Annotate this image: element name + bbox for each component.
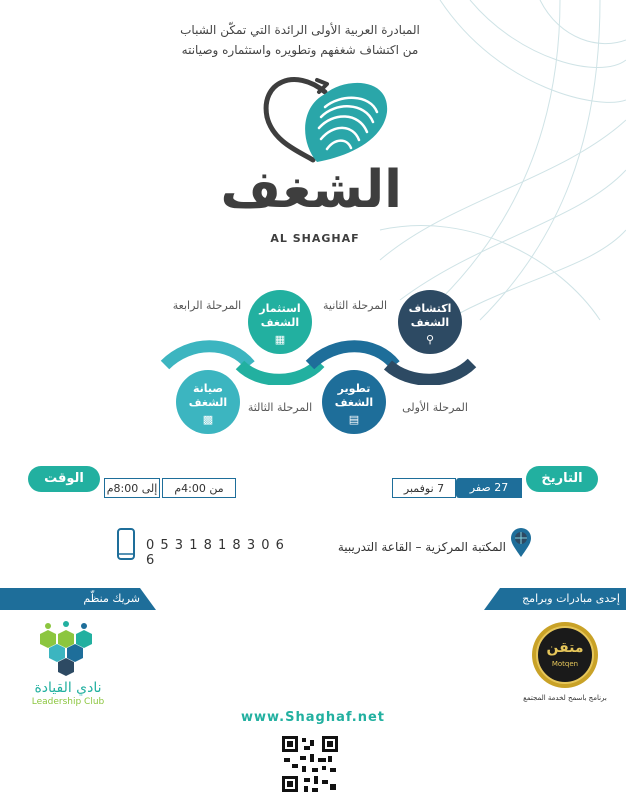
stage-1-title: اكتشاف الشغف <box>408 302 452 329</box>
city-icon: ▦ <box>274 333 286 346</box>
stage-3-title: استثمار الشغف <box>259 302 301 329</box>
qr-code <box>282 736 338 792</box>
time-from: من 4:00م <box>162 478 236 498</box>
stage-1-label: المرحلة الأولى <box>402 401 468 414</box>
stage-4-circle <box>176 370 240 434</box>
website-link[interactable]: www.Shaghaf.net <box>240 710 386 725</box>
tagline-line-1: المبادرة العربية الأولى الرائدة التي تمكّن الشباب <box>180 23 420 37</box>
organizer-name-arabic: نادي القيادة <box>34 680 102 696</box>
date-hijri: 27 صفر <box>456 478 522 498</box>
brand-name-arabic: الشغف <box>220 160 402 220</box>
date-label-pill: التاريخ <box>526 466 598 492</box>
puzzle-icon: ▩ <box>202 413 214 426</box>
magnifier-icon: ⚲ <box>425 333 435 346</box>
seal-text-english: Motqen <box>551 660 579 668</box>
stage-4-label: المرحلة الرابعة <box>172 299 242 312</box>
fingerprint-heart-logo <box>255 72 395 172</box>
time-to: إلى 8:00م <box>104 478 160 498</box>
stage-2-title: تطوير الشغف <box>334 382 374 409</box>
seal-text-arabic: متقن <box>546 640 584 656</box>
stage-2-circle <box>322 370 386 434</box>
tagline-line-2: من اكتشاف شغفهم وتطويره واستثماره وصيانته <box>181 43 419 57</box>
location-text: المكتبة المركزية – القاعة التدريبية <box>337 540 506 554</box>
organizer-title: شريك منظّم <box>83 592 140 605</box>
stage-3-label: المرحلة الثالثة <box>247 401 313 414</box>
brand-name-english: AL SHAGHAF <box>270 232 360 245</box>
program-title: إحدى مبادرات وبرامج <box>522 592 620 605</box>
location-pin-icon <box>510 528 532 558</box>
stage-1-circle <box>398 290 462 354</box>
stage-3-circle <box>248 290 312 354</box>
mobile-phone-icon <box>116 528 136 560</box>
tagline <box>150 20 450 60</box>
stage-4-title: صيانة الشغف <box>188 382 228 409</box>
program-caption: برنامج باسمح لخدمة المجتمع <box>523 694 607 702</box>
phone-number: 0 5 3 1 8 1 8 3 0 6 6 <box>146 538 285 568</box>
date-gregorian: 7 نوفمبر <box>392 478 456 498</box>
leadership-club-logo <box>28 620 104 680</box>
stage-2-label: المرحلة الثانية <box>322 299 388 312</box>
time-label-pill: الوقت <box>28 466 100 492</box>
organizer-name-english: Leadership Club <box>31 697 105 707</box>
chart-icon: ▤ <box>348 413 360 426</box>
